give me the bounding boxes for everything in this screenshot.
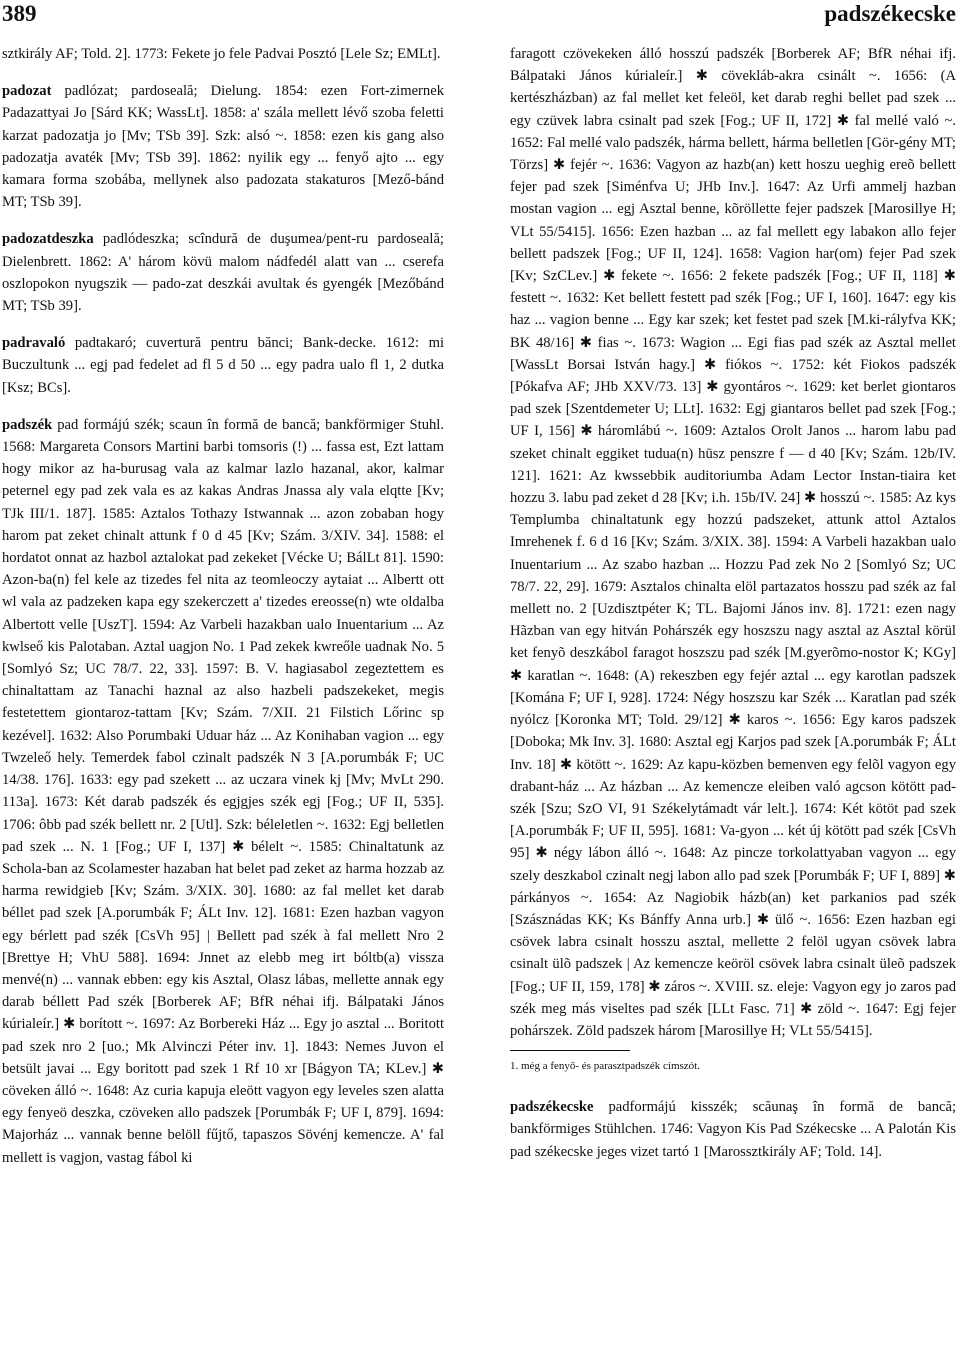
entry-padozat: padozat padlózat; pardoseală; Dielung. 1854: ezen Fort-zimernek Padazattyai Jo [Sárd KK; WassLt]. 1858: a' szála mellett lévő szoba feletti karzat padozatja jo [Mv; TSb 39]. Szk: alsó ~. 1858: ezen kis gang also padozatja avaték [Mv; TSb 39]. 1862: nyilik egy ... fenyő ajto ... egy kamara forma szobába, mellynek also padozata stakaturos [Mező-bánd MT; TSb 39]. [2, 83, 444, 211]
note-rule [510, 1050, 630, 1051]
headword: padszékecske [510, 1099, 594, 1116]
cross-reference-note: 1. még a fenyő- és parasztpadszék címszót. [510, 1060, 700, 1073]
entry-padozatdeszka: padozatdeszka padlódeszka; scîndură de duşumea/pent-ru pardoseală; Dielenbrett. 1862: A' három kövü malom nádfedél alatt van ... cserefa oszlopokon nyugszik — pado-zat deszkái avultak és gyengék [Mezőbánd MT; TSb 39]. [2, 231, 444, 315]
right-column [510, 43, 956, 1178]
running-head [0, 0, 960, 30]
entry-padszek: padszék pad formájú szék; scaun în formă de bancă; bankförmiger Stuhl. 1568: Margareta Consors Martini barbi tomsoris (!) ... fassa est, Ezt lattam hogy mikor az ha-burusag vala az kalmar lazlo hazanal, akor, kalmar peternel egy pad zek vala es az kakas Andras Jnassa aly vala elqtte [Kv; TJk III/1. 187]. 1585: Aztalos Tothazy Istwannak ... azon zobaban hogy harom pat zeket chinalt attunk f 0 d 45 [Kv; Szám. 3/XIV. 34]. 1588: el hordatot onnat az hazbol aztalokat pad zekeket [Vécke U; BálLt 81]. 1590: Azon-ba(n) fel kele az tizedes fel nita az teomleoczy aytaiat ... Albertt ott wl vala az padzeken kapa egy szekerczett a' tizedes ereosse(n) wte oldalba Albertott velle [UszT]. 1594: Az Varbeli hazakban ualo Inuentarium ... Az kwlseő kis Palotaban. Aztal uagjon No. 1 Pad zekek kwreőle uadnak No. 5 [Somlyó Sz; UC 78/7. 22, 33]. 1597: B. V. hagiasabol zegeztettem es chinaltattam az Tanachi haznal az also hazbeli padszekeket, megis festetettem giontaroz-tattam [Kv; Szám. 7/XII. 21 Filstich Lőrinc sp kezével]. 1632: Also Porumbaki Uduar ház ... Az Konihaban vagion ... egy Twzeleő hely. Temerdek fabol czinalt padszék N 3 [A.porumbák F; UC 14/38. 176]. 1633: egy pad szekett ... az uczara vinek kj [Mv; MvLt 290. 113a]. 1673: Két darab padszék és egjgjes szék egj [Fog.; UF II, 535]. 1706: ôbb pad szék bellett nr. 2 [Utl]. Szk: béleletlen ~. 1632: Egj belletlen pad szek ... N. 1 [Fog.; UF I, 137] ✱ bélelt ~. 1585: Chinaltatunk az Schola-ban az Scolamester hazaban hat belet pad zeket az harma hozzab az harma rewidgieb [Kv; Szám. 3/XIX. 30]. 1680: az fal mellet ket darab béllet pad szek [A.porumbák F; ÁLt Inv. 12]. 1681: Ezen hazban vagyon egy bérlett pad szék [CsVh 95] | Bellett pad szék à fal mellett Nro 2 [Brettye H; VhU 588]. 1694: Jnnet az elebb meg irt bóltb(a) vissza menvé(n) ... vannak ebben: egy kis Asztal, Olasz lábas, mellette annak egy darab béllett Pad szék [Borberek AF; BfR néhai ifj. Bálpataki János kúrialeír.] ✱ borított ~. 1697: Az Borbereki Ház ... Egy jo asztal ... Boritott pad szek nro 2 [uo.; Mk Alvinczi Péter inv. 1]. 1843: Nemes Juvon el betsült javai ... Egy boritott pad szek 1 Rf 10 xr [Bágyon TA; KLev.] ✱ cöveken álló ~. 1648: Az curia kapuja eleött vagyon egy leveles szen alatta egy fenyeö deszka, czöveken allo padszek [Porumbák F; UF I, 879]. 1694: Majorház ... vannak benne belöll fűjtő, tapaszos Sövénj kemencze. A' fal mellett is vagjon, vastag fábol ki [2, 416, 444, 1166]
headword: padozat [2, 83, 52, 100]
page-number: 389 [2, 1, 37, 26]
headword: padozatdeszka [2, 231, 94, 248]
running-headword: padszékecske [824, 1, 956, 26]
entry-padszekecske: padszékecske padformájú kisszék; scăunaş în formă de bancă; bankförmiges Stühlchen. 1746: Vagyon Kis Pad Székecske ... A Palotán Kis pad székecske jeges vizet tartó 1 [Marossztkirály AF; Told. 14]. [510, 1099, 956, 1160]
entry-padszek-continued: faragott czövekeken álló hosszú padszék [Borberek AF; BfR néhai ifj. Bálpataki János kúrialeír.] ✱ cövekláb-akra csinált ~. 1656: (A kertészházban) az fal mellet ket feleöl, ket darab reghi bellet pad szek ... egy czüvek labra csinalt pad szek [Fog.; UF II, 172] ✱ fal mellé való ~. 1652: Fal mellé valo padszék, hárma bellett, hárma belletlen [Gör-gény MT; Törzs] ✱ fejér ~. 1636: Vagyon az hazb(an) kett hoszu ueghig ereõ bellett fejer pad szek [Siménfva U; JHb Inv.]. 1647: Az Urfi ammelj hazban mostan vagion ... egj Asztal benne, kõröllette fejer padszek [Marosillye H; VLt 55/5415]. 1656: Ezen hazban ... az fal mellett egy labakon allo fejer bellett padszek [Fog.; UF II, 124]. 1658: Vagion har(om) fejer Pad szek [Kv; SzCLev.] ✱ fekete ~. 1656: 2 fekete padszék [Fog.; UF II, 118] ✱ festett ~. 1632: Ket bellett festett pad szék [Fog.; UF I, 160]. 1647: egy kis haz ... vagion benne ... Egy kar szek; ket festet pad szek [M.ki-rályfva KK; BK 48/16] ✱ fias ~. 1673: Wagion ... Egi fias pad szék az Asztal mellet [WassLt Borsai István hagy.] ✱ fiókos ~. 1752: két Fiokos padszék [Pókafva AF; JHb XXV/73. 13] ✱ gyontáros ~. 1629: ket berlet giontaros pad szek [Szentdemeter U; LLt]. 1632: Egj giantaros bellet pad szek [Fog.; UF I, 156] ✱ háromlábú ~. 1609: Aztalos Orolt Janos ... harom labu pad szeket chinalt eggiket tudua(n) hūsz penszre f — d 40 [Kv; Szám. 12b/IV. 121]. 1621: Az kwssebbik auditoriumba Adam Lector Instan-tiaira ket hozzu 3. labu pad zeket d 28 [Kv; i.h. 15b/IV. 24] ✱ hosszú ~. 1585: Az kys Templumba chinaltatunk egy hozzú padszeket, attunk attol Aztalos Imrehenek f. 6 d 16 [Kv; Szám. 3/XIX. 38]. 1594: A Varbeli hazakban ualo Inuentarium ... Az szabo hazban ... Hozzu Pad zek No 2 [Somlyó Sz; UC 78/7. 22, 29]. 1679: Asztalos chinalta elöl partazatos hosszu pad szék az fal mellett no. 2 [Uzdisztpéter K; TL. Bajomi János inv. 8]. 1721: ezen nagy Hãzban van egy hitván Pohárszék egy hoszszu nagy asztal az Asztal körül ket fenyõ deszkábol faragot hoszszu pad szék [M.gyerõmo-nostor K; KGy] ✱ karatlan ~. 1648: (A) rekeszben egy fejér aztal ... egy karotlan padszek [Komána F; UF I, 928]. 1724: Négy hoszszu kar Szék ... Karatlan pad szék nyólcz [Koronka MT; Told. 29/12] ✱ karos ~. 1656: Egy karos padszek [Doboka; Mk Inv. 3]. 1680: Asztal egj Karjos pad szek [A.porumbák F; ÁLt Inv. 18] ✱ kötött ~. 1629: Az kapu-közben bemenven egy felõl vagyon egy drabant-ház ... Az házban ... Az kemencze eleiben való agcson kötött pad-szék [Szu; SzO VI, 91 Székelytámadt vár lelt.]. 1674: Két kötöt pad szek [A.porumbák F; UF II, 595]. 1681: Va-gyon ... két új kötött pad szék [CsVh 95] ✱ négy lábon álló ~. 1648: Az pincze torkolattyaban vagyon ... egy szely deszkabol czinalt negj labon allo pad szek [Porumbák F; UF I, 889] ✱ párkányos ~. 1654: Az Nagiobik házb(an) ket parkanios pad szék [Szásznádas KK; Ks Bánffy Anna urb.] ✱ ülő ~. 1656: Ezen hazban egi csövek labra csinalt hosszu asztal, mellette 2 felöl ugyan csövek labra csinalt ülõ padszek | Az kemencze keöröl csövek labra csinalt üleõ padszek [Fog.; UF II, 159, 178] ✱ záros ~. XVIII. sz. eleje: Vagyon egy jo zaros pad szék meg más viseltes pad szék [LLt Fasc. 71] ✱ zöld ~. 1647: Egj fejer pohárszek. Zöld padszek három [Marosillye H; VLt 55/5415]. [510, 46, 956, 1039]
entry-continuation: sztkirály AF; Told. 2]. 1773: Fekete jo fele Padvai Posztó [Lele Sz; EMLt]. [2, 46, 441, 62]
entry-padravalo: padravaló padtakaró; cuvertură pentru bănci; Bank-decke. 1612: mi Buczultunk ... egj pad fedelet ad fl 5 d 50 ... egy padra ualo fl 1, 2 dutka [Ksz; BCs]. [2, 335, 444, 396]
headword: padszék [2, 416, 53, 433]
left-column [2, 43, 444, 1184]
headword: padravaló [2, 335, 66, 352]
